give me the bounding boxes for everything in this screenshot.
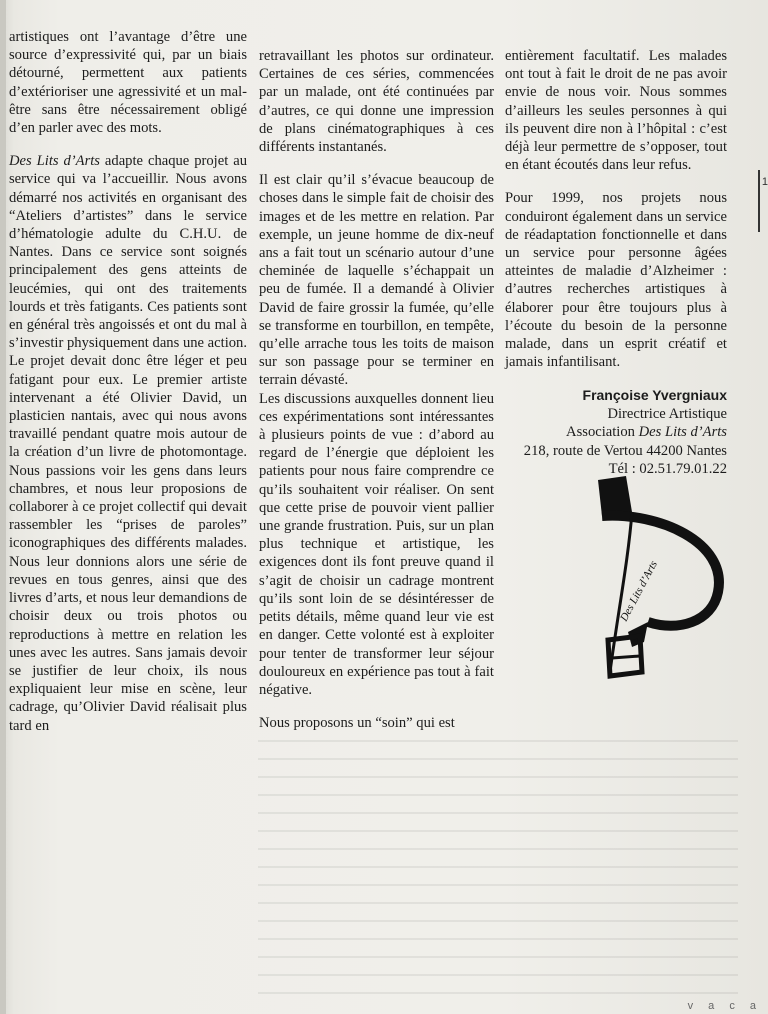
paragraph: Pour 1999, nos projets nous conduiront également dans un service de réadaptation fonctionnelle et dans un service pour personne âgées atteintes de maladie d’Alzheimer : d’autres recherches artistiques à élaborer pour être toujours plus à l’écoute du besoin de la personne malade, dans un esprit créatif et jamais infantilisant.: [505, 190, 727, 371]
paragraph: artistiques ont l’avantage d’être une source d’expressivité qui, par un biais détourné, permettent aux patients d’extérioriser une agressivité et un mal-être sans être nécessairement obligé d’en parler avec des mots.: [9, 29, 247, 137]
logo-text: Des Lits d’Arts: [618, 558, 660, 624]
column-2: [259, 47, 494, 747]
paragraph: Les discussions auxquelles donnent lieu ces expérimentations sont intéressantes à plusieurs points de vue : d’abord au regard de l’énergie que déploient les patients pour nous faire comprendre ce qu’ils souhaitent voir réaliser. On sent que cette prise de pouvoir vient pallier une grande frustration. Puis, sur un plan plus technique et artistique, les exigences dont ils font preuve quand il s’agit de choisir un cadrage montrent qu’ils sont loin de se désintéresser de petits détails, même quand leur vie est en danger. Cette volonté est à exploiter pour tenter de transformer leur séjour douloureux en expérience pas tout à fait négative.: [259, 390, 494, 698]
binding-edge: [0, 0, 6, 1014]
paragraph: [9, 152, 247, 735]
column-1: [9, 28, 247, 735]
paragraph: entièrement facultatif. Les malades ont tout à fait le droit de ne pas avoir envie de nous voir. Nous sommes d’ailleurs les seules personnes à qui ils peuvent dire non à l’hôpital : c’est déjà leur permettre de s’opposer, tout en étant écoutés dans leur refus.: [505, 48, 727, 174]
paragraph: Il est clair qu’il s’évacue beaucoup de choses dans le simple fait de choisir des images et de les mettre en relation. Par exemple, un jeune homme de dix-neuf ans a fait tout un scénario autour d’une cheminée de laquelle s’échappait un peu de fumée. Il a demandé à Olivier David de faire grossir la fumée, qu’elle se transforme en tourbillon, en tempête, qu’elle arrache tous les toits de maison sur son passage pour se terminer en terrain dévasté.: [259, 172, 494, 389]
address: 218, route de Vertou 44200 Nantes: [523, 442, 727, 459]
show-through-text: [258, 740, 738, 1000]
italic-title: Des Lits d’Arts: [9, 153, 100, 170]
spiral-staircase-logo-icon: [588, 472, 738, 682]
paragraph-text: adapte chaque projet au service qui va l’accueillir. Nous avons démarré nos activités en organisant des “Ateliers d’artistes” dans le service d’hématologie adulte du C.H.U. de Nantes. Dans ce service sont soignés principalement des gens atteints de leucémies, qui ont des traitements lourds et très fatigants. Ces patients sont en général très angoissés et ont du mal à s’investir physiquement dans une action. Le projet devait donc être léger et peu fatigant pour eux. Le premier artiste intervenant a été Olivier David, un plasticien nantais, avec qui nous avons travaillé pendant quatre mois autour de la création d’un livre de photomontage. Nous passions voir les gens dans leurs chambres, et nous leur proposions de collaborer à ce projet collectif qui devait rassembler les “prises de paroles” iconographiques des différents malades. Nous leur donnions alors une série de revues en tous genres, ainsi que des livres d’arts, et nous leur demandions de choisir deux ou trois photos ou reproductions à mettre en relation les unes avec les autres. Sans jamais devoir se justifier de leur choix, ils nous expliquaient leur mise en scène, leur cadrage, qu’Olivier David réalisait plus tard en: [9, 153, 247, 734]
paragraph: retravaillant les photos sur ordinateur. Certaines de ces séries, commencées par un malade, ont été continuées par d’autres, ce qui donne une impression de plans cinématographiques à ces différents instantanés.: [259, 48, 494, 156]
page-number: 1: [761, 176, 768, 188]
paragraph: Nous proposons un “soin” qui est: [259, 715, 455, 732]
author-name: Françoise Yvergniaux: [582, 387, 727, 404]
author-role: Directrice Artistique: [607, 405, 727, 422]
association-line: Association Des Lits d’Arts: [566, 424, 727, 441]
signature-block: [505, 386, 727, 478]
footer-running-word: v a c a: [687, 1000, 762, 1012]
phone: Tél : 02.51.79.01.22: [608, 461, 727, 478]
column-3: [505, 47, 727, 478]
association-name: Des Lits d’Arts: [638, 424, 727, 441]
